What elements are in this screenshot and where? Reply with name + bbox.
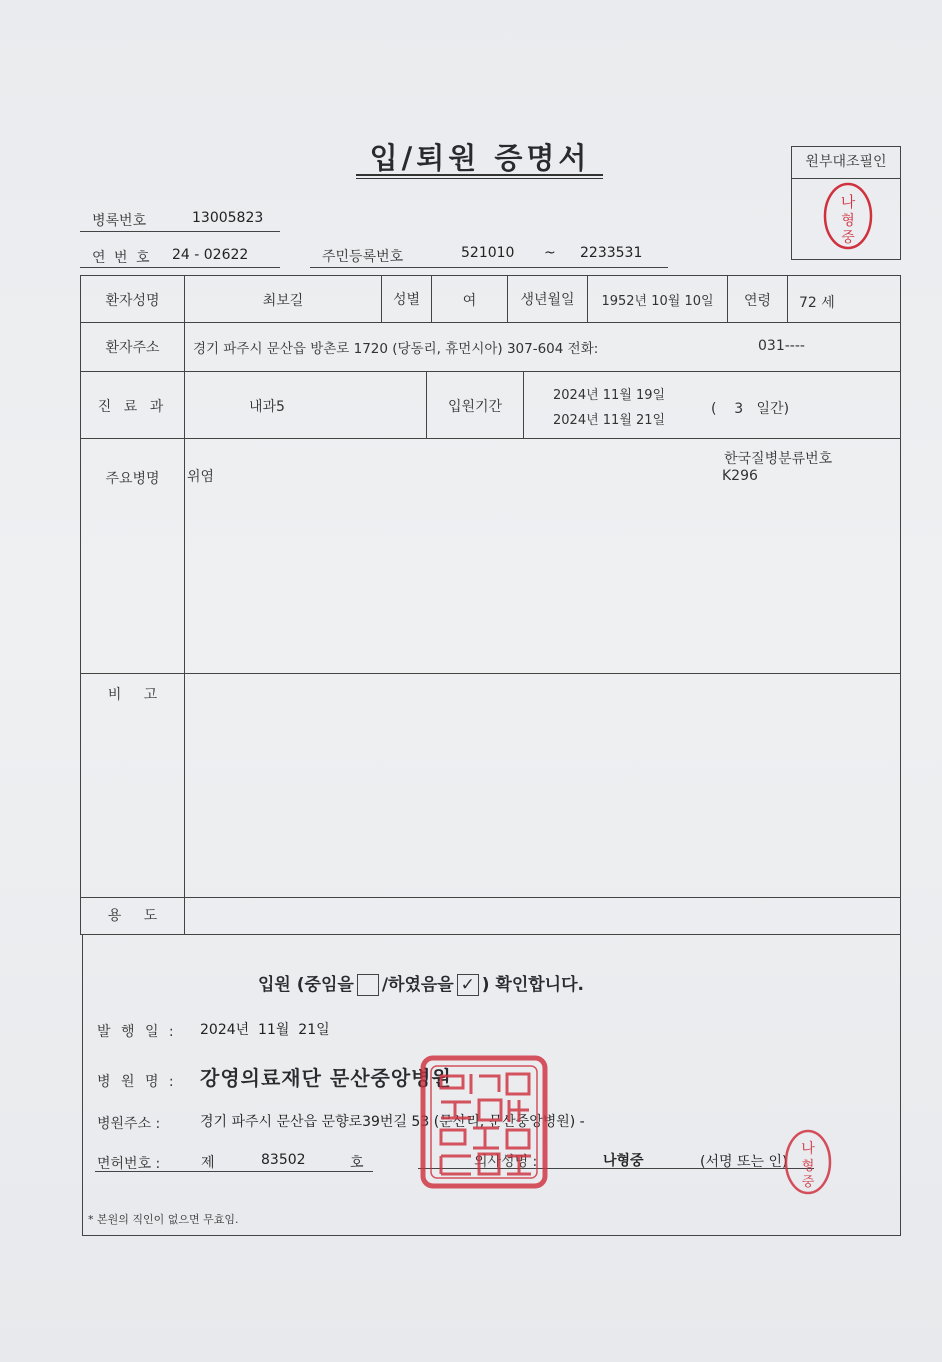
- row-divider: [81, 897, 900, 898]
- sex-value: 여: [462, 293, 477, 309]
- name-value: 최보길: [262, 293, 304, 309]
- dob-label: 생년월일: [520, 292, 575, 308]
- seal-char-1: 나: [840, 193, 856, 211]
- name-label: 환자성명: [105, 293, 160, 309]
- title-underline-2: [356, 178, 603, 179]
- diagnosis-label: 주요병명: [105, 471, 160, 487]
- serial-no-label: 연 번 호: [92, 250, 152, 266]
- age-label: 연령: [743, 293, 772, 309]
- dept-value: 내과5: [249, 399, 285, 415]
- confirm-middle: /하였음을: [381, 975, 454, 995]
- record-no-underline: [80, 231, 280, 232]
- hospital-name-label: 병 원 명 :: [97, 1074, 177, 1090]
- record-no-label: 병록번호: [92, 213, 147, 229]
- license-number: 83502: [261, 1152, 306, 1168]
- record-no-value: 13005823: [192, 210, 264, 226]
- serial-no-underline: [80, 267, 280, 268]
- confirmation-statement: [258, 970, 584, 996]
- issue-date-label: 발 행 일 :: [97, 1024, 177, 1040]
- validity-note: * 본원의 직인이 없으면 무효임.: [88, 1213, 239, 1226]
- license-suffix: 호: [350, 1155, 364, 1171]
- kcd-code: K296: [722, 468, 758, 484]
- doctor-name-label: 의사성명 :: [474, 1154, 538, 1170]
- rrn-separator: ~: [544, 245, 556, 261]
- discharged-checkbox[interactable]: ✓: [457, 974, 479, 996]
- patient-info-table: [80, 275, 901, 935]
- confirm-prefix: 입원 (중임을: [258, 975, 354, 995]
- seal-char-2: 형: [841, 213, 855, 229]
- doctor-seal-char-2: 형: [801, 1159, 815, 1174]
- doctor-seal-icon: [782, 1128, 834, 1196]
- stamp-box-header: 원부대조필인: [792, 147, 900, 179]
- seal-char-3: 중: [841, 230, 855, 246]
- serial-no-value: 24 - 02622: [172, 247, 249, 263]
- row-divider: [81, 673, 900, 674]
- issue-date-value: 2024년 11월 21일: [200, 1022, 330, 1038]
- doctor-seal-char-1: 나: [801, 1141, 815, 1157]
- doctor-name-value: 나형중: [603, 1153, 644, 1169]
- kcd-label: 한국질병분류번호: [724, 451, 833, 467]
- diagnosis-value: 위염: [187, 469, 215, 485]
- rrn-underline: [310, 267, 668, 268]
- address-label: 환자주소: [105, 340, 160, 356]
- age-value: 72 세: [799, 295, 835, 311]
- hospital-official-seal-icon: [419, 1054, 549, 1190]
- rrn-back: 2233531: [580, 245, 643, 261]
- license-label: 면허번호 :: [97, 1156, 161, 1172]
- period-days: ( 3 일간): [711, 401, 790, 417]
- row-divider: [81, 322, 900, 323]
- signature-note: (서명 또는 인): [700, 1154, 788, 1170]
- hospital-address-label: 병원주소 :: [97, 1116, 161, 1132]
- address-value: 경기 파주시 문산읍 방촌로 1720 (당동리, 휴먼시아) 307-604 전화:: [193, 341, 599, 357]
- license-underline: [95, 1171, 373, 1172]
- document-title: 입/퇴원 증명서: [369, 141, 591, 175]
- confirm-suffix: ) 확인합니다.: [481, 975, 584, 995]
- license-prefix: 제: [201, 1155, 215, 1171]
- hospital-address-value: 경기 파주시 문산읍 문향로39번길 53 (문산리, 문산중앙병원) -: [200, 1114, 585, 1130]
- dept-label: 진 료 과: [97, 399, 168, 415]
- in-hospital-checkbox[interactable]: [357, 974, 379, 996]
- verification-stamp-box: [791, 146, 901, 260]
- purpose-label: 용 도: [107, 908, 158, 924]
- label-column-divider: [184, 276, 185, 934]
- remarks-label: 비 고: [107, 687, 158, 703]
- sex-label: 성별: [392, 292, 421, 308]
- phone-value: 031----: [758, 338, 805, 354]
- hospital-name-value: 강영의료재단 문산중앙병원: [200, 1066, 452, 1090]
- dob-value: 1952년 10월 10일: [601, 294, 714, 309]
- rrn-label: 주민등록번호: [322, 249, 404, 265]
- title-underline: [356, 174, 603, 176]
- period-label: 입원기간: [447, 399, 503, 415]
- name-seal-icon: [822, 181, 874, 251]
- doctor-seal-char-3: 중: [801, 1175, 815, 1190]
- period-end: 2024년 11월 21일: [553, 413, 666, 428]
- row-divider: [81, 371, 900, 372]
- period-start: 2024년 11월 19일: [553, 388, 666, 403]
- rrn-front: 521010: [461, 245, 515, 261]
- col-divider: [787, 276, 788, 322]
- row-divider: [81, 438, 900, 439]
- col-divider: [523, 371, 524, 438]
